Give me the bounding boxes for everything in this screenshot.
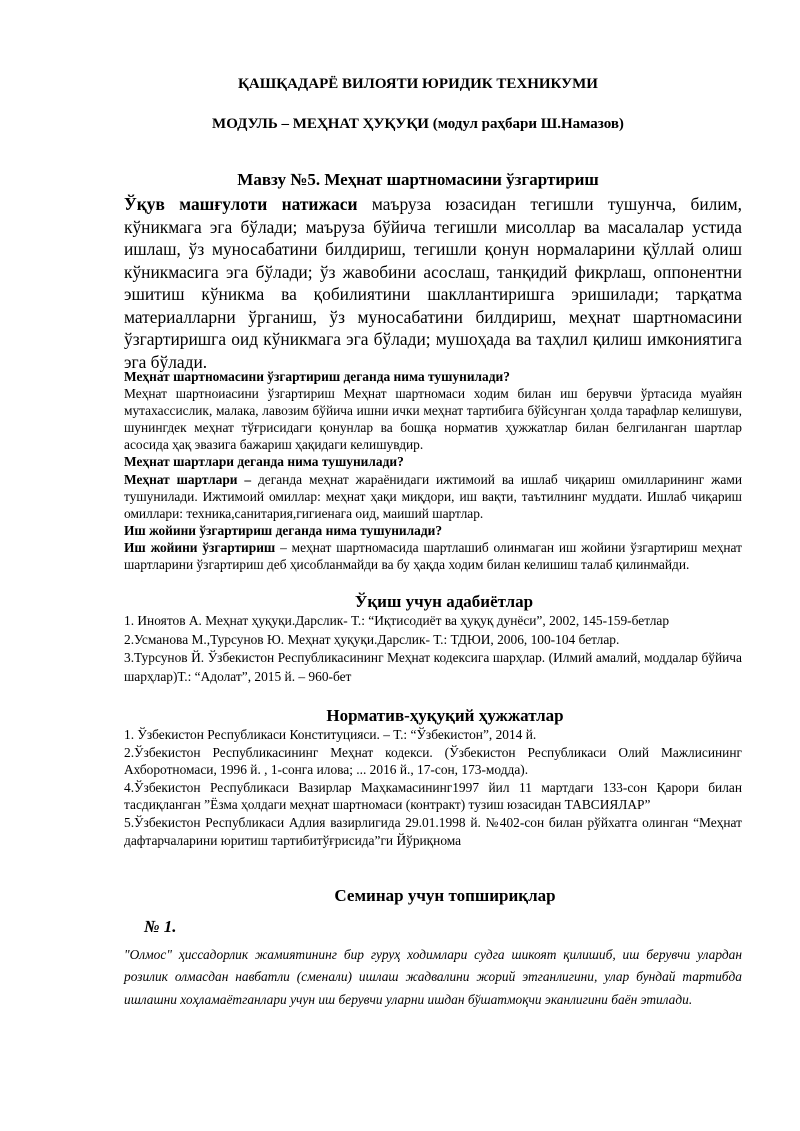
- normative-item: 4.Ўзбекистон Республикаси Вазирлар Маҳкамасининг1997 йил 11 мартдаги 133-сон Қарори билан тасдиқланган ”Ёзма ҳолдаги меҳнат шартномаси (контракт) тузиш юзасидан ТАВСИЯЛАР”: [124, 779, 742, 813]
- answer-paragraph: [124, 471, 742, 522]
- answer-text: деганда меҳнат жараёнидаги ижтимоий ва ишлаб чиқариш омилларининг жами тушунилади. Ижтимоий омиллар: меҳнат ҳақи миқдори, иш вақти, таътилнинг муддати. Ишлаб чиқариш омиллари: техника,санитария,гигиенага оид, маиший шартлар.: [124, 471, 742, 521]
- college-title: ҚАШҚАДАРЁ ВИЛОЯТИ ЮРИДИК ТЕХНИКУМИ: [238, 76, 598, 92]
- module-name: МОДУЛЬ – МЕҲНАТ ҲУҚУҚИ: [212, 116, 429, 132]
- reading-list: [124, 612, 742, 686]
- task-number: № 1.: [144, 917, 177, 936]
- seminar-section-title: Семинар учун топшириқлар: [334, 886, 556, 905]
- learning-outcome-paragraph: [124, 193, 742, 373]
- qa-block: [124, 368, 742, 573]
- normative-item: 2.Ўзбекистон Республикасининг Меҳнат кодекси. (Ўзбекистон Республикаси Олий Мажлисининг Ахборотномаси, 1996 й. , 1-сонга илова; ... 2016 й., 17-сон, 173-модда).: [124, 744, 742, 778]
- answer-lead: Меҳнат шартлари –: [124, 471, 252, 487]
- question-heading: Иш жойини ўзгартириш деганда нима тушунилади?: [124, 522, 443, 538]
- reading-item: 1. Иноятов А. Меҳнат ҳуқуқи.Дарслик- Т.: “Иқтисодиёт ва ҳуқуқ дунёси”, 2002, 145-159-бетлар: [124, 613, 670, 628]
- normative-item: 5.Ўзбекистон Республикаси Адлия вазирлигида 29.01.1998 й. №402-сон билан рўйхатга олинган “Меҳнат дафтарчаларини юритиш тартибитўғрисида”ги Йўриқнома: [124, 814, 742, 848]
- reading-item: 3.Турсунов Й. Ўзбекистон Республикасининг Меҳнат кодексига шарҳлар. (Илмий амалий, моддалар бўйича шарҳлар)Т.: “Адолат”, 2015 й. – 960-бет: [124, 650, 742, 684]
- question-heading: Меҳнат шартномасини ўзгартириш деганда нима тушунилади?: [124, 369, 510, 384]
- question-heading: Меҳнат шартлари деганда нима тушунилади?: [124, 454, 404, 470]
- answer-paragraph: [124, 539, 742, 573]
- normative-item: 1. Ўзбекистон Республикаси Конституцияси. – Т.: “Ўзбекистон”, 2014 й.: [124, 727, 537, 742]
- answer-text: – меҳнат шартномасида шартлашиб олинмаган иш жойини ўзгартириш меҳнат шартларини ўзгартириш деб ҳисобланмайди ва бу ҳақда ходим билан келишиш талаб қилинмайди.: [124, 539, 742, 573]
- answer-text: Меҳнат шартноиасини ўзгартириш Меҳнат шартномаси ходим билан иш берувчи ўртасида муайян мутахассислик, малака, лавозим бўйича ишни ички меҳнат тартибига бўйсунган ҳолда тарафлар келишуви, шунингдек меҳнат тўғрисидаги қонунлар ва бошқа норматив ҳужжатлар билан белгиланган шартлар асосида ҳақ эвазига бажариш ҳақидаги келишувдир.: [124, 386, 742, 453]
- task-text: "Олмос" ҳиссадорлик жамиятининг бир гуруҳ ходимлари судга шикоят қилишиб, иш берувчи улардан розилик олмасдан навбатли (сменали) ишлаш жадвалини жорий этганлигини, улар бундай тартибда ишлашни хоҳламаётганлари учун иш берувчи уларни ишдан бўшатмоқчи эканлигини баён этилади.: [124, 947, 742, 1007]
- normative-section-title: Норматив-ҳуқуқий ҳужжатлар: [326, 706, 564, 725]
- learning-outcome-lead: Ўқув машғулоти натижаси: [124, 194, 358, 214]
- normative-list: [124, 726, 742, 849]
- topic-title: Мавзу №5. Меҳнат шартномасини ўзгартириш: [237, 170, 599, 189]
- answer-lead: Иш жойини ўзгартириш: [124, 539, 276, 555]
- module-leader: (модул раҳбари Ш.Намазов): [432, 116, 624, 132]
- reading-item: 2.Усманова М.,Турсунов Ю. Меҳнат ҳуқуқи.Дарслик- Т.: ТДЮИ, 2006, 100-104 бетлар.: [124, 631, 620, 647]
- learning-outcome-text: маъруза юзасидан тегишли тушунча, билим, кўникмага эга бўлади; маъруза бўйича тегишли мисоллар ва масалалар устида ишлаш, ўз муносабатини билдириш, тегишли қонун нормаларини қўллай олиш кўникмасига эга бўлади; ўз жавобини асослаш, танқидий фикрлаш, оппонентни эшитиш кўникма ва қобилиятини шакллантиришга эришилади; тарқатма материалларни ўрганиш, ўз муносабатини билдириш, меҳнат шартномасини ўзгартиришга оид кўникмага эга бўлади; мушоҳада ва таҳлил қилиш имкониятига эга бўлади.: [124, 194, 742, 372]
- reading-section-title: Ўқиш учун адабиётлар: [354, 592, 534, 611]
- answer-paragraph: [124, 385, 742, 453]
- module-title: [0, 116, 800, 133]
